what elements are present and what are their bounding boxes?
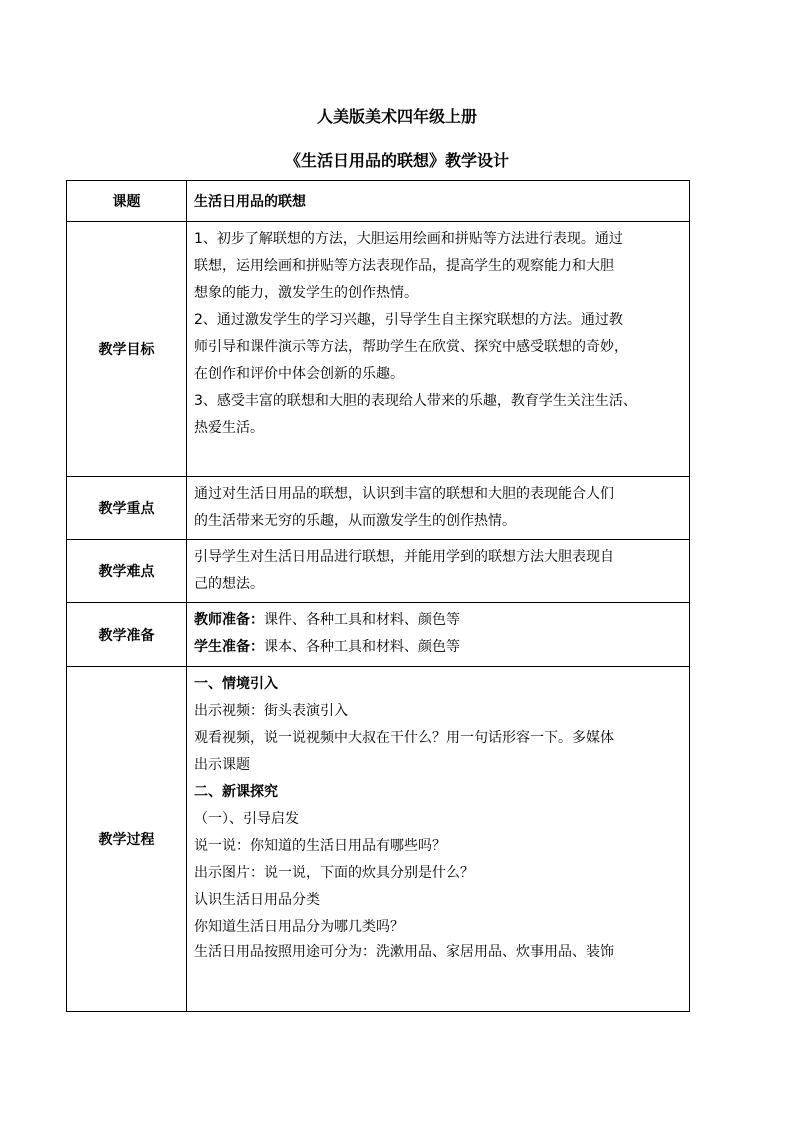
teacher-preparation [194,607,681,634]
preparation-content [187,603,690,667]
objectives-line: 热爱生活。 [194,420,264,436]
process-line: 你知道生活日用品分为哪几类吗？ [194,919,404,935]
key-points-content [187,477,690,540]
document-title-series: 人美版美术四年级上册 [316,107,477,126]
objectives-line: 3、感受丰富的联想和大胆的表现给人带来的乐趣，教育学生关注生活、 [194,393,637,409]
objectives-line: 1、初步了解联想的方法，大胆运用绘画和拼贴等方法进行表现。通过 [194,231,623,247]
table-row-objectives [67,222,690,477]
process-content [187,667,690,1012]
difficulties-content [187,540,690,603]
process-line: 观看视频，说一说视频中大叔在干什么？用一句话形容一下。多媒体 [194,730,614,746]
process-line: 说一说：你知道的生活日用品有哪些吗？ [194,838,446,854]
objectives-line: 2、通过激发学生的学习兴趣，引导学生自主探究联想的方法。通过教 [194,312,623,328]
process-section-heading: 一、情境引入 [194,676,278,692]
objectives-line: 想象的能力，激发学生的创作热情。 [194,285,418,301]
process-label: 教学过程 [67,667,187,1012]
difficulties-label: 教学难点 [67,540,187,603]
table-row-preparation [67,603,690,667]
process-line: 出示视频：街头表演引入 [194,703,348,719]
table-row-difficulties [67,540,690,603]
topic-value: 生活日用品的联想 [187,181,690,222]
objectives-label: 教学目标 [67,222,187,477]
objectives-content [187,222,690,477]
process-line: 出示课题 [194,757,250,773]
topic-label: 课题 [67,181,187,222]
document-title-lesson: 《生活日用品的联想》教学设计 [284,151,509,170]
key-points-line: 通过对生活日用品的联想，认识到丰富的联想和大胆的表现能合人们 [194,486,614,502]
student-preparation-label: 学生准备： [194,639,264,655]
teacher-preparation-label: 教师准备： [194,612,264,628]
difficulties-line: 引导学生对生活日用品进行联想，并能用学到的联想方法大胆表现自 [194,549,614,565]
process-section-heading: 二、新课探究 [194,784,278,800]
student-preparation-value: 课本、各种工具和材料、颜色等 [264,639,460,655]
process-line: 认识生活日用品分类 [194,892,320,908]
lesson-plan-table [66,180,690,1012]
objectives-line: 师引导和课件演示等方法，帮助学生在欣赏、探究中感受联想的奇妙， [194,339,628,355]
key-points-line: 的生活带来无穷的乐趣，从而激发学生的创作热情。 [194,513,516,529]
difficulties-line: 己的想法。 [194,576,264,592]
process-line: 生活日用品按照用途可分为：洗漱用品、家居用品、炊事用品、装饰 [194,944,614,960]
student-preparation [194,634,681,661]
process-line: 出示图片：说一说，下面的炊具分别是什么？ [194,865,474,881]
table-row-process [67,667,690,1012]
process-line: （一）、引导启发 [194,811,299,827]
objectives-line: 联想，运用绘画和拼贴等方法表现作品，提高学生的观察能力和大胆 [194,258,614,274]
table-row-key-points [67,477,690,540]
table-row-topic [67,181,690,222]
objectives-line: 在创作和评价中体会创新的乐趣。 [194,366,404,382]
teacher-preparation-value: 课件、各种工具和材料、颜色等 [264,612,460,628]
key-points-label: 教学重点 [67,477,187,540]
preparation-label: 教学准备 [67,603,187,667]
